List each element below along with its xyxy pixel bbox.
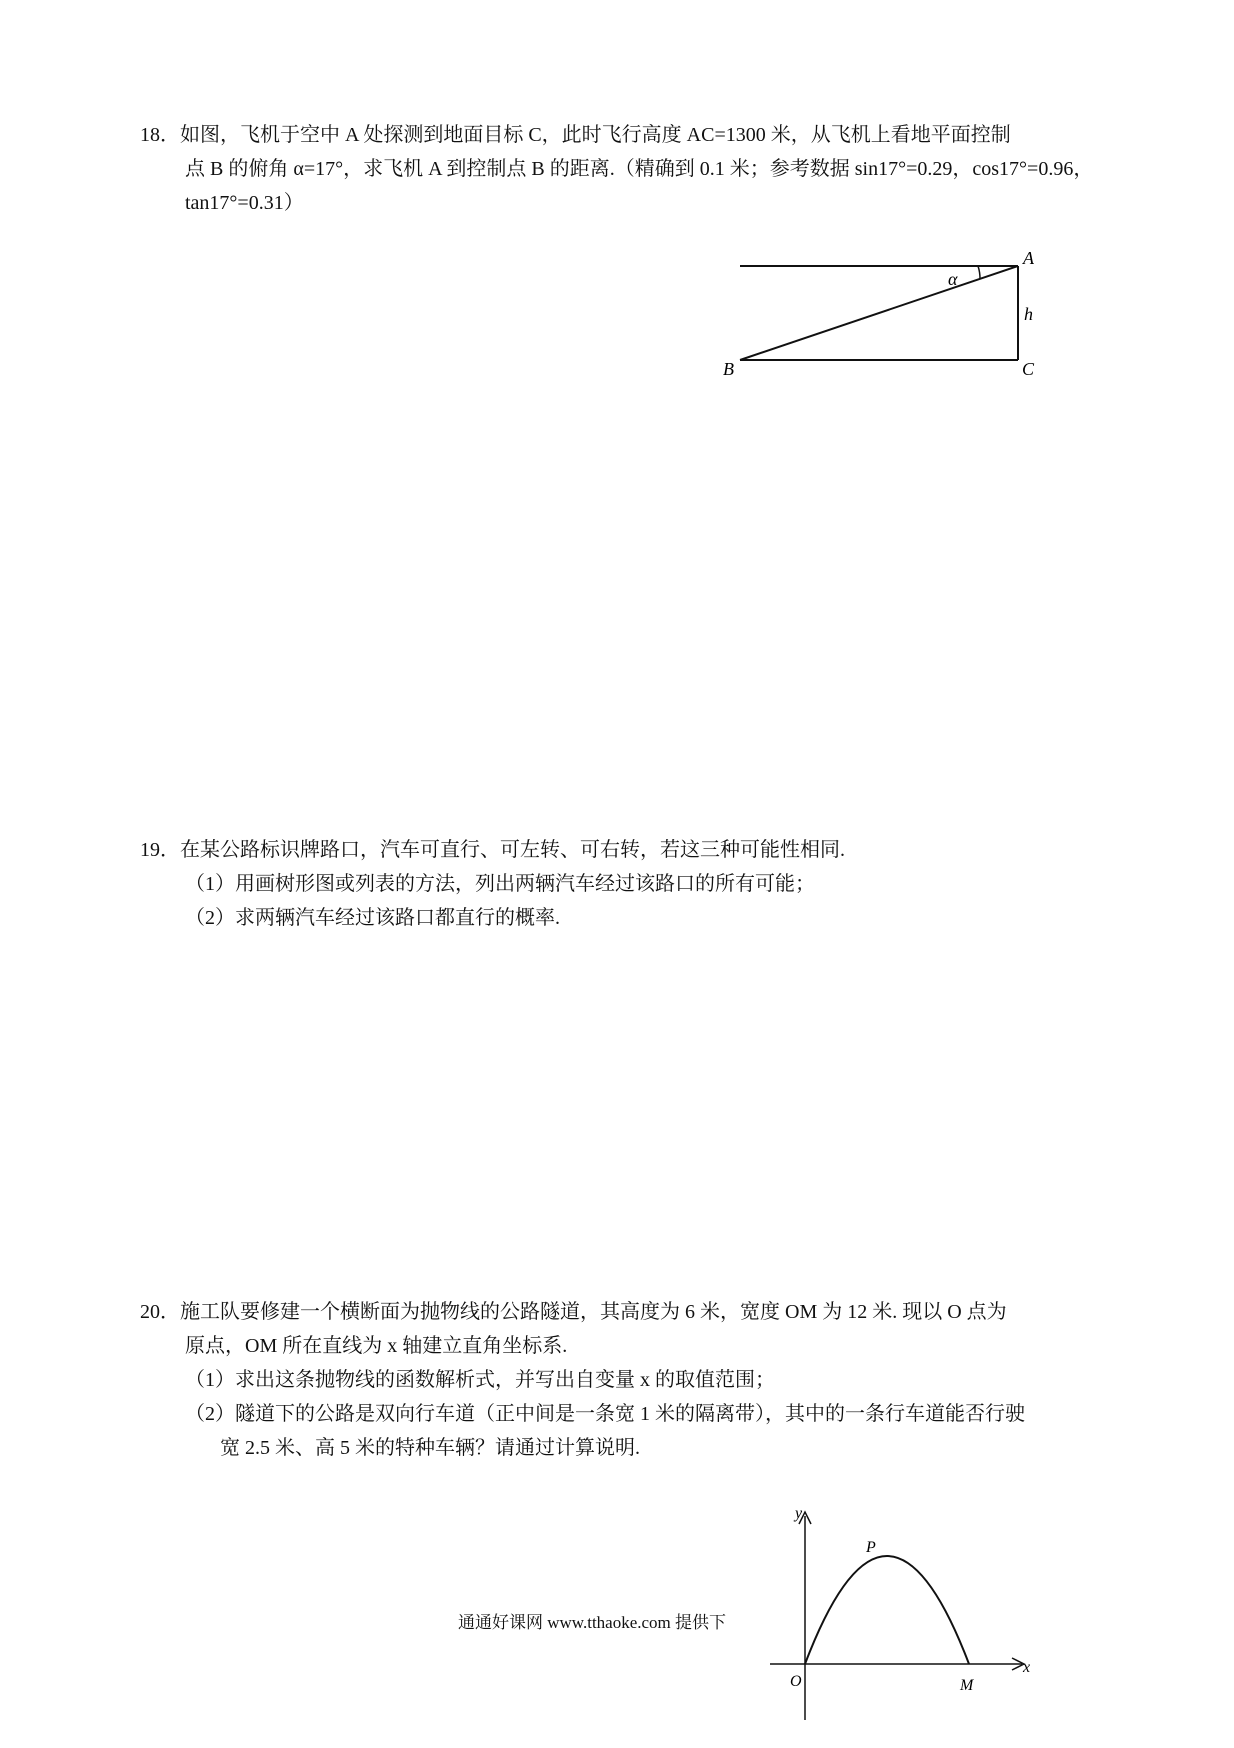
q20-line-3: （1）求出这条抛物线的函数解析式，并写出自变量 x 的取值范围； [185, 1369, 775, 1391]
q20-figure [760, 1500, 1040, 1740]
footer-watermark: 通通好课网 www.tthaoke.com 提供下 [458, 1613, 727, 1632]
q20-line-4: （2）隧道下的公路是双向行车道（正中间是一条宽 1 米的隔离带），其中的一条行车道能否行驶 [185, 1403, 1025, 1425]
angle-arc [978, 266, 980, 279]
label-o: O [790, 1673, 802, 1690]
question-19 [140, 833, 1120, 935]
q19-line-2: （1）用画树形图或列表的方法，列出两辆汽车经过该路口的所有可能； [185, 873, 815, 895]
label-alpha: α [948, 269, 958, 289]
label-y: y [795, 1505, 803, 1522]
label-x: x [1023, 1659, 1031, 1676]
label-h: h [1024, 304, 1033, 324]
q18-line-2: 点 B 的俯角 α=17°，求飞机 A 到控制点 B 的距离.（精确到 0.1 米；参考数据 sin17°=0.29，cos17°=0.96， [185, 158, 1094, 180]
q20-line-5: 宽 2.5 米、高 5 米的特种车辆？请通过计算说明. [220, 1437, 640, 1459]
q20-line-2: 原点，OM 所在直线为 x 轴建立直角坐标系. [185, 1335, 568, 1357]
q19-line-1: 19．在某公路标识牌路口，汽车可直行、可左转、可右转，若这三种可能性相同. [140, 839, 845, 861]
q18-diagram-svg [720, 240, 1050, 380]
q18-figure [720, 240, 1050, 385]
sight-line-ab [740, 266, 1018, 360]
label-p: P [866, 1539, 876, 1556]
label-b: B [723, 359, 734, 379]
label-a: A [1023, 248, 1034, 268]
q18-line-3: tan17°=0.31） [185, 192, 304, 214]
parabola-curve [805, 1556, 969, 1664]
q20-line-1: 20．施工队要修建一个横断面为抛物线的公路隧道，其高度为 6 米，宽度 OM 为 12 米. 现以 O 点为 [140, 1301, 1007, 1323]
q18-line-1: 18．如图，飞机于空中 A 处探测到地面目标 C，此时飞行高度 AC=1300 米，从飞机上看地平面控制 [140, 124, 1011, 146]
label-m: M [960, 1677, 974, 1694]
question-18 [140, 118, 1120, 220]
q20-parabola-svg [760, 1500, 1040, 1735]
q19-line-3: （2）求两辆汽车经过该路口都直行的概率. [185, 907, 560, 929]
question-20 [140, 1295, 1120, 1465]
label-c: C [1022, 359, 1035, 379]
